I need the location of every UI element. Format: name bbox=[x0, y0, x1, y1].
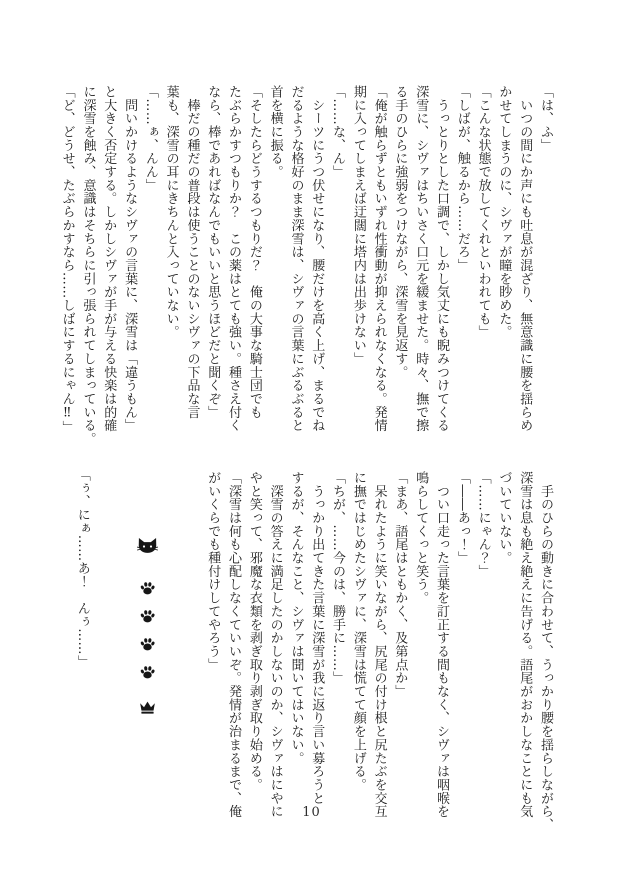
crown-icon bbox=[139, 700, 156, 715]
text-column: 「……ぁ、んん」 bbox=[142, 85, 158, 192]
text-column: 「ちが、……今のは、勝手に……」 bbox=[330, 471, 346, 685]
text-column: 「そしたらどうするつもりだ？ 俺の大事な騎士団でも bbox=[246, 85, 262, 419]
text-column: 問いかけるようなシヴァの言葉に、深雪は「違うもん」 bbox=[122, 85, 138, 433]
text-column: 深雪の答えに満足したのかしないのか、シヴァはにやに bbox=[267, 471, 283, 819]
text-column: 深雪に、シヴァはちいさく口元を緩ませた。時々、撫で擦 bbox=[413, 85, 429, 433]
text-column: いつの間にか声にも吐息が混ざり、無意識に腰を揺らめ bbox=[517, 85, 533, 433]
upper-text-block bbox=[56, 85, 555, 453]
text-column: 鳴らしてくっと笑う。 bbox=[413, 471, 429, 605]
lower-text-block bbox=[201, 471, 555, 835]
text-column: 「しばが、触るから……だろ」 bbox=[454, 85, 470, 272]
text-column: だるような格好のまま深雪は、シヴァの言葉にぶるぶると bbox=[288, 85, 304, 433]
text-column: かせてしまうのに、シヴァが瞳を眇めた。 bbox=[496, 85, 512, 339]
text-column: するが、そんなこと、シヴァは聞いてはいない。 bbox=[288, 471, 304, 765]
text-column: 呆れたように笑いながら、尻尾の付け根と尻たぶを交互 bbox=[371, 471, 387, 819]
text-column: 「まあ、語尾はともかく、及第点か」 bbox=[392, 471, 408, 698]
text-column: 深雪は息も絶え絶えに告げる。語尾がおかしなことにも気 bbox=[517, 471, 533, 819]
text-column: と大きく否定する。しかしシヴァが手が与える快楽は的確 bbox=[101, 85, 117, 433]
text-column: 「……な、ん」 bbox=[330, 85, 346, 179]
cat-face-icon bbox=[137, 537, 158, 555]
text-column: シーツにうつ伏せになり、腰だけを高く上げ、まるでね bbox=[309, 85, 325, 433]
text-column: に深雪を蝕み、意識はそちらに引っ張られてしまっている。 bbox=[80, 85, 96, 446]
text-column: 「俺が触らずともいずれ性衝動が抑えられなくなる。発情 bbox=[371, 85, 387, 433]
paw-print-icon bbox=[140, 581, 155, 596]
text-column: 「深雪は何も心配しなくていいぞ。発情が治まるまで、俺 bbox=[226, 471, 242, 819]
text-column: つい口走った言葉を訂正する間もなく、シヴァは咽喉を bbox=[434, 471, 450, 819]
closing-dialogue-line: 「ぅ、にぁ……あ！ んぅ……」 bbox=[74, 468, 90, 669]
text-column: 「こんな状態で放してくれといわれても」 bbox=[475, 85, 491, 339]
text-column: なら、棒であればなんでもいいと思うほどだと聞くぞ」 bbox=[205, 85, 221, 419]
text-column: 「――あっ！」 bbox=[454, 471, 470, 565]
text-column: がいくらでも種付けしてやろう」 bbox=[205, 471, 221, 672]
text-column: 葉も、深雪の耳にきちんと入っていない。 bbox=[163, 85, 179, 339]
text-column: 「……にゃん？」 bbox=[475, 471, 491, 578]
paw-print-icon bbox=[140, 609, 155, 624]
paw-print-icon bbox=[140, 637, 155, 652]
text-column: たぶらかすつもりか？ この薬はとても強い。種さえ付く bbox=[226, 85, 242, 433]
text-column: 首を横に振る。 bbox=[267, 85, 283, 179]
text-column: る手のひらに強弱をつけながら、深雪を見返す。 bbox=[392, 85, 408, 379]
text-column: 手のひらの動きに合わせて、うっかり腰を揺らしながら、 bbox=[538, 471, 553, 832]
paw-print-icon bbox=[140, 665, 155, 680]
text-column: やと笑って、邪魔な衣類を剥ぎ取り剥ぎ取り始める。 bbox=[246, 471, 262, 792]
text-column: うっかり出てきた言葉に深雪が我に返り言い募ろうと bbox=[309, 471, 325, 805]
text-column: 「ど、どうせ、たぶらかすなら……しばにするにゃん‼」 bbox=[59, 85, 75, 435]
page-number: 10 bbox=[302, 805, 321, 820]
scene-divider-icons bbox=[134, 537, 160, 715]
closing-dialogue-block bbox=[71, 468, 92, 688]
text-column: づいていない。 bbox=[496, 471, 512, 565]
text-column: うっとりとした口調で、しかし気丈にも睨みつけてくる bbox=[434, 85, 450, 433]
text-column: 棒だの種だの普段は使うことのないシヴァの下品な言 bbox=[184, 85, 200, 419]
text-column: に撫ではじめたシヴァに、深雪は慌てて顔を上げる。 bbox=[350, 471, 366, 792]
text-column: 期に入ってしまえば迂闊に塔内は出歩けない」 bbox=[350, 85, 366, 366]
text-column: 「は、ふ」 bbox=[538, 85, 553, 152]
